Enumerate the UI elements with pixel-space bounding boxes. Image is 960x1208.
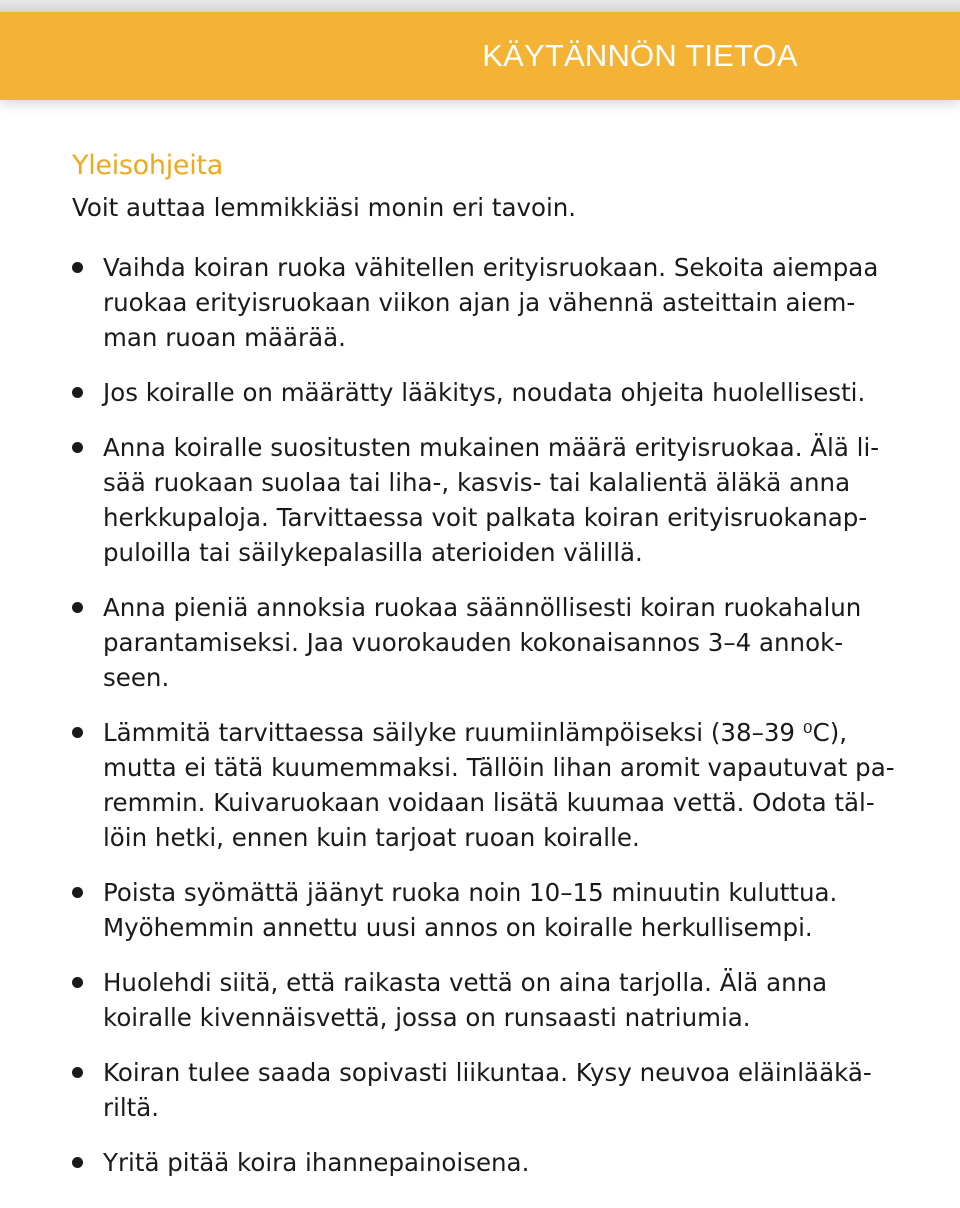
list-item-text: Koiran tulee saada sopivasti liikuntaa. Kysy neuvoa eläinlääkä- riltä.	[103, 1058, 872, 1122]
bullet-icon	[72, 1067, 83, 1078]
list-item	[70, 250, 900, 355]
list-item	[70, 590, 900, 695]
list-item	[70, 1055, 900, 1125]
list-item	[70, 875, 900, 945]
page-title: KÄYTÄNNÖN TIETOA	[482, 38, 798, 73]
list-item	[70, 715, 900, 855]
bullet-icon	[72, 887, 83, 898]
bullet-icon	[72, 1157, 83, 1168]
list-item-text: Huolehdi siitä, että raikasta vettä on aina tarjolla. Älä anna koiralle kivennäisvettä, jossa on runsaasti natriumia.	[103, 968, 828, 1032]
list-item	[70, 1145, 900, 1180]
list-item-text: Poista syömättä jäänyt ruoka noin 10–15 minuutin kuluttua. Myöhemmin annettu uusi annos on koiralle herkullisempi.	[103, 878, 838, 942]
bullet-icon	[72, 977, 83, 988]
list-item	[70, 430, 900, 570]
list-item-text: Yritä pitää koira ihannepainoisena.	[103, 1148, 530, 1177]
bullet-icon	[72, 442, 83, 453]
top-divider	[0, 0, 960, 12]
list-item-text: Vaihda koiran ruoka vähitellen erityisruokaan. Sekoita aiempaa ruokaa erityisruokaan viikon ajan ja vähennä asteittain aiem- man ruoan määrää.	[103, 253, 879, 352]
instruction-list	[70, 250, 900, 1200]
list-item-text: Lämmitä tarvittaessa säilyke ruumiinlämpöiseksi (38–39 ⁰C), mutta ei tätä kuumemmaksi. Tällöin lihan aromit vapautuvat pa- remmin. Kuivaruokaan voidaan lisätä kuumaa vettä. Odota täl- löin hetki, ennen kuin tarjoat ruoan koiralle.	[103, 718, 895, 852]
bullet-icon	[72, 727, 83, 738]
list-item	[70, 965, 900, 1035]
bullet-icon	[72, 602, 83, 613]
list-item-text: Anna pieniä annoksia ruokaa säännöllisesti koiran ruokahalun parantamiseksi. Jaa vuorokauden kokonaisannos 3–4 annok- seen.	[103, 593, 862, 692]
intro-text: Voit auttaa lemmikkiäsi monin eri tavoin.	[72, 193, 577, 222]
section-heading: Yleisohjeita	[72, 150, 223, 181]
list-item-text: Anna koiralle suositusten mukainen määrä erityisruokaa. Älä li- sää ruokaan suolaa tai liha-, kasvis- tai kalalientä äläkä anna herkkupaloja. Tarvittaessa voit palkata koiran erityisruokanap- puloilla tai säilykepalasilla aterioiden välillä.	[103, 433, 880, 567]
header-banner	[0, 12, 960, 100]
list-item-text: Jos koiralle on määrätty lääkitys, noudata ohjeita huolellisesti.	[103, 378, 866, 407]
bullet-icon	[72, 262, 83, 273]
list-item	[70, 375, 900, 410]
bullet-icon	[72, 387, 83, 398]
